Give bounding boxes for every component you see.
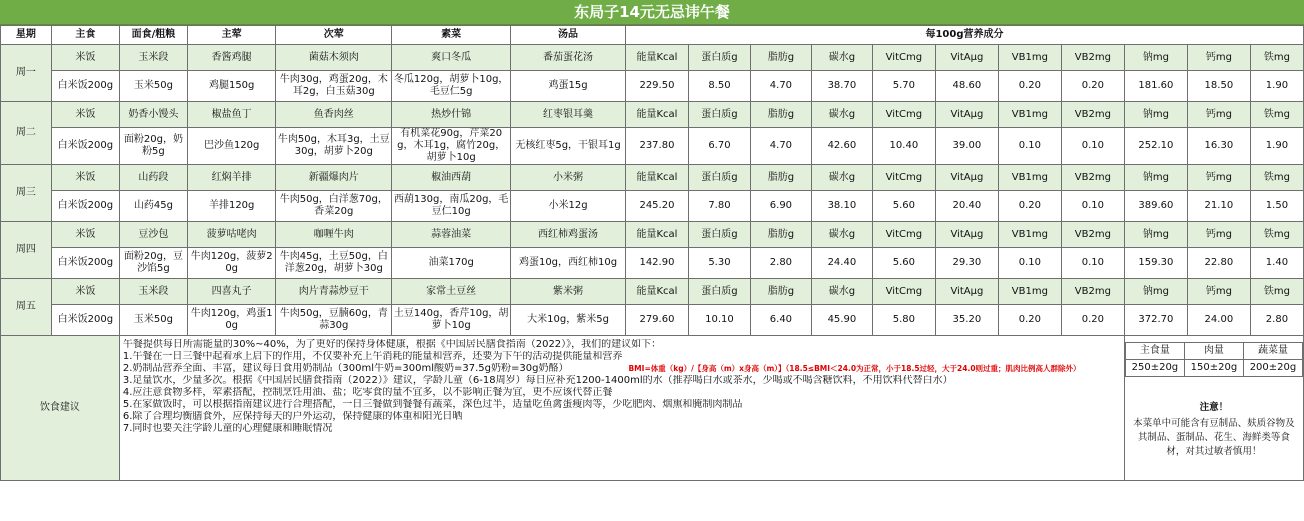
ingredient-cell: 牛肉50g，豆腩60g，青蒜30g xyxy=(276,305,392,336)
nutrient-label: 铁mg xyxy=(1250,222,1303,248)
nutrient-value: 4.70 xyxy=(750,128,811,165)
ingredient-cell: 山药45g xyxy=(119,191,187,222)
nutrient-value: 5.70 xyxy=(872,71,935,102)
nutrient-label: 碳水g xyxy=(811,102,872,128)
nutrient-value: 142.90 xyxy=(625,248,688,279)
nutrient-label: VB2mg xyxy=(1061,279,1124,305)
ingredient-row xyxy=(1,191,1304,222)
ingredient-cell: 白米饭200g xyxy=(51,305,119,336)
day-label: 周五 xyxy=(1,279,52,336)
bmi-note: BMI=体重（kg）/【身高（m）x身高（m）】（18.5≤BMI＜24.0为正常，小于18.5过轻，大于24.0则过重；肌肉比例高人群除外） xyxy=(628,364,1081,373)
nutrient-label: 铁mg xyxy=(1250,45,1303,71)
dish-name: 番茄蛋花汤 xyxy=(511,45,626,71)
nutrient-value: 45.90 xyxy=(811,305,872,336)
nutrient-label: 能量Kcal xyxy=(625,102,688,128)
nutrient-value: 372.70 xyxy=(1124,305,1187,336)
dish-name: 菠萝咕咾肉 xyxy=(187,222,275,248)
dish-name: 肉片青蒜炒豆干 xyxy=(276,279,392,305)
nutrient-label: 脂肪g xyxy=(750,222,811,248)
header-pastry: 面食/粗粮 xyxy=(119,26,187,45)
nutrient-value: 24.00 xyxy=(1187,305,1250,336)
nutrient-value: 0.20 xyxy=(1061,71,1124,102)
nutrient-label: 蛋白质g xyxy=(688,222,750,248)
ingredient-cell: 巴沙鱼120g xyxy=(187,128,275,165)
nutrient-label: 钙mg xyxy=(1187,222,1250,248)
ingredient-cell: 面粉20g，奶粉5g xyxy=(119,128,187,165)
ingredient-row xyxy=(1,71,1304,102)
nutrient-label: VitAμg xyxy=(935,279,998,305)
nutrient-value: 7.80 xyxy=(688,191,750,222)
ingredient-cell: 牛肉50g，木耳3g，土豆30g，胡萝卜20g xyxy=(276,128,392,165)
ingredient-cell: 白米饭200g xyxy=(51,71,119,102)
ingredient-cell: 大米10g，紫米5g xyxy=(511,305,626,336)
ingredient-cell: 白米饭200g xyxy=(51,248,119,279)
intake-panel xyxy=(1124,336,1303,481)
intake-value-row xyxy=(1125,360,1302,377)
ingredient-cell: 西葫130g，南瓜20g，毛豆仁10g xyxy=(392,191,511,222)
ingredient-cell: 小米12g xyxy=(511,191,626,222)
nutrient-label: 钠mg xyxy=(1124,102,1187,128)
intake-table xyxy=(1125,336,1303,377)
nutrient-value: 0.20 xyxy=(998,191,1061,222)
dish-name: 鱼香肉丝 xyxy=(276,102,392,128)
intake-header-row xyxy=(1125,343,1302,360)
dish-name: 西红柿鸡蛋汤 xyxy=(511,222,626,248)
ingredient-cell: 牛肉120g，鸡蛋10g xyxy=(187,305,275,336)
nutrient-label: 钙mg xyxy=(1187,165,1250,191)
nutrient-label: VB1mg xyxy=(998,279,1061,305)
nutrient-label: 碳水g xyxy=(811,222,872,248)
nutrient-value: 0.20 xyxy=(998,305,1061,336)
nutrient-value: 6.90 xyxy=(750,191,811,222)
nutrient-label: 脂肪g xyxy=(750,165,811,191)
nutrient-label: 钠mg xyxy=(1124,222,1187,248)
dish-name: 红枣银耳羹 xyxy=(511,102,626,128)
suggestion-line xyxy=(123,411,1121,423)
suggestion-line-text: 7.同时也要关注学龄儿童的心理健康和睡眠情况 xyxy=(122,423,333,434)
nutrient-value: 0.10 xyxy=(998,128,1061,165)
day-label: 周二 xyxy=(1,102,52,165)
dish-name: 蒜蓉油菜 xyxy=(392,222,511,248)
suggestion-line xyxy=(123,399,1121,411)
nutrient-value: 279.60 xyxy=(625,305,688,336)
allergy-notice xyxy=(1125,377,1303,459)
dish-name: 豆沙包 xyxy=(119,222,187,248)
nutrient-label: 钙mg xyxy=(1187,102,1250,128)
nutrient-label: VitCmg xyxy=(872,222,935,248)
suggestion-line xyxy=(123,423,1121,435)
day-label: 周一 xyxy=(1,45,52,102)
ingredient-cell: 鸡蛋15g xyxy=(511,71,626,102)
nutrient-value: 0.10 xyxy=(998,248,1061,279)
nutrient-label: VitCmg xyxy=(872,45,935,71)
nutrient-label: VB1mg xyxy=(998,45,1061,71)
nutrient-value: 10.10 xyxy=(688,305,750,336)
nutrient-value: 24.40 xyxy=(811,248,872,279)
nutrient-value: 5.30 xyxy=(688,248,750,279)
nutrient-label: 碳水g xyxy=(811,279,872,305)
nutrient-value: 0.10 xyxy=(1061,128,1124,165)
notice-title: 注意！ xyxy=(1199,402,1229,413)
nutrient-label: 脂肪g xyxy=(750,45,811,71)
ingredient-cell: 白米饭200g xyxy=(51,128,119,165)
nutrient-value: 2.80 xyxy=(1250,305,1303,336)
dish-name: 米饭 xyxy=(51,165,119,191)
nutrient-label: VitCmg xyxy=(872,165,935,191)
nutrient-label: VitAμg xyxy=(935,165,998,191)
nutrient-label: VB1mg xyxy=(998,165,1061,191)
nutrient-value: 48.60 xyxy=(935,71,998,102)
dish-name: 菌菇木须肉 xyxy=(276,45,392,71)
ingredient-cell: 冬瓜120g，胡萝卜10g，毛豆仁5g xyxy=(392,71,511,102)
nutrient-label: 蛋白质g xyxy=(688,45,750,71)
nutrient-label: 碳水g xyxy=(811,45,872,71)
dish-row xyxy=(1,222,1304,248)
nutrient-value: 229.50 xyxy=(625,71,688,102)
dish-name: 新疆爆肉片 xyxy=(276,165,392,191)
ingredient-cell: 玉米50g xyxy=(119,71,187,102)
menu-title: 东局子14元无忌讳午餐 xyxy=(0,0,1304,25)
dish-row xyxy=(1,279,1304,305)
intake-header: 蔬菜量 xyxy=(1243,343,1302,360)
day-label: 周四 xyxy=(1,222,52,279)
nutrient-value: 252.10 xyxy=(1124,128,1187,165)
nutrient-label: 钙mg xyxy=(1187,45,1250,71)
header-secondary-meat: 次荤 xyxy=(276,26,392,45)
nutrient-value: 6.70 xyxy=(688,128,750,165)
nutrient-label: 能量Kcal xyxy=(625,222,688,248)
nutrient-value: 38.70 xyxy=(811,71,872,102)
suggestion-line-text: 2.奶制品营养全面、丰富，建议每日食用奶制品（300ml牛奶=300ml酸奶=37.5g奶粉=30g奶酪） xyxy=(122,363,569,374)
nutrient-value: 0.20 xyxy=(998,71,1061,102)
nutrient-label: VB2mg xyxy=(1061,102,1124,128)
suggestion-row xyxy=(1,336,1304,481)
nutrient-label: VitAμg xyxy=(935,45,998,71)
ingredient-cell: 面粉20g，豆沙馅5g xyxy=(119,248,187,279)
header-main-meat: 主荤 xyxy=(187,26,275,45)
nutrient-label: VB2mg xyxy=(1061,165,1124,191)
nutrient-value: 35.20 xyxy=(935,305,998,336)
nutrient-label: 铁mg xyxy=(1250,279,1303,305)
nutrient-label: VB2mg xyxy=(1061,45,1124,71)
nutrient-label: VitCmg xyxy=(872,102,935,128)
nutrient-label: VB1mg xyxy=(998,102,1061,128)
nutrient-label: 能量Kcal xyxy=(625,279,688,305)
dish-name: 米饭 xyxy=(51,279,119,305)
nutrient-value: 22.80 xyxy=(1187,248,1250,279)
dish-row xyxy=(1,165,1304,191)
ingredient-cell: 玉米50g xyxy=(119,305,187,336)
day-label: 周三 xyxy=(1,165,52,222)
dish-name: 家常土豆丝 xyxy=(392,279,511,305)
dish-name: 米饭 xyxy=(51,102,119,128)
nutrient-value: 159.30 xyxy=(1124,248,1187,279)
nutrient-value: 8.50 xyxy=(688,71,750,102)
nutrient-value: 20.40 xyxy=(935,191,998,222)
ingredient-cell: 鸡腿150g xyxy=(187,71,275,102)
nutrient-label: 脂肪g xyxy=(750,279,811,305)
ingredient-cell: 牛肉45g，土豆50g，白洋葱20g，胡萝卜30g xyxy=(276,248,392,279)
dish-name: 奶香小馒头 xyxy=(119,102,187,128)
dish-name: 椒盐鱼丁 xyxy=(187,102,275,128)
nutrient-value: 5.60 xyxy=(872,191,935,222)
intake-header: 主食量 xyxy=(1125,343,1184,360)
nutrient-value: 6.40 xyxy=(750,305,811,336)
nutrient-label: VB2mg xyxy=(1061,222,1124,248)
nutrient-value: 4.70 xyxy=(750,71,811,102)
nutrient-label: 蛋白质g xyxy=(688,165,750,191)
suggestion-line xyxy=(123,339,1121,351)
suggestion-line-text: 6.除了合理均衡膳食外，应保持每天的户外运动，保持健康的体重和阳光日晒 xyxy=(122,411,463,422)
dish-name: 玉米段 xyxy=(119,279,187,305)
header-row xyxy=(1,26,1304,45)
nutrient-value: 0.10 xyxy=(1061,248,1124,279)
dish-name: 红焖羊排 xyxy=(187,165,275,191)
suggestion-line-text: 午餐提供每日所需能量的30%~40%，为了更好的保持身体健康，根据《中国居民膳食指南（2022）》，我们的建议如下： xyxy=(122,339,662,350)
suggestion-line xyxy=(123,375,1121,387)
suggestion-line-text: 1.午餐在一日三餐中起着承上启下的作用，不仅要补充上午消耗的能量和营养，还要为下午的活动提供能量和营养 xyxy=(122,351,623,362)
dish-name: 爽口冬瓜 xyxy=(392,45,511,71)
ingredient-row xyxy=(1,248,1304,279)
nutrient-value: 237.80 xyxy=(625,128,688,165)
ingredient-cell: 油菜170g xyxy=(392,248,511,279)
nutrient-value: 2.80 xyxy=(750,248,811,279)
nutrient-value: 16.30 xyxy=(1187,128,1250,165)
nutrient-label: 钠mg xyxy=(1124,279,1187,305)
nutrient-label: 铁mg xyxy=(1250,165,1303,191)
dish-name: 热炒什锦 xyxy=(392,102,511,128)
header-day: 星期 xyxy=(1,26,52,45)
dish-row xyxy=(1,45,1304,71)
suggestion-label: 饮食建议 xyxy=(1,336,120,481)
nutrient-label: 钠mg xyxy=(1124,45,1187,71)
nutrient-label: VitAμg xyxy=(935,222,998,248)
dish-name: 紫米粥 xyxy=(511,279,626,305)
suggestion-line-text: 5.在家做饭时，可以根据指南建议进行合理搭配，一日三餐做到餐餐有蔬菜，深色过半，适量吃鱼禽蛋瘦肉等，少吃肥肉、烟熏和腌制肉制品 xyxy=(122,399,743,410)
nutrient-label: 碳水g xyxy=(811,165,872,191)
dish-name: 米饭 xyxy=(51,45,119,71)
intake-value: 250±20g xyxy=(1125,360,1184,377)
suggestion-line xyxy=(123,363,1121,375)
nutrient-value: 1.90 xyxy=(1250,71,1303,102)
nutrient-value: 181.60 xyxy=(1124,71,1187,102)
nutrient-label: VitCmg xyxy=(872,279,935,305)
ingredient-cell: 土豆140g，香芹10g，胡萝卜10g xyxy=(392,305,511,336)
ingredient-cell: 有机菜花90g，芹菜20g，木耳1g，腐竹20g，胡萝卜10g xyxy=(392,128,511,165)
ingredient-cell: 牛肉120g，菠萝20g xyxy=(187,248,275,279)
suggestion-line xyxy=(123,387,1121,399)
header-staple: 主食 xyxy=(51,26,119,45)
nutrient-label: 蛋白质g xyxy=(688,102,750,128)
nutrient-value: 21.10 xyxy=(1187,191,1250,222)
ingredient-cell: 鸡蛋10g，西红柿10g xyxy=(511,248,626,279)
nutrient-value: 1.40 xyxy=(1250,248,1303,279)
nutrient-label: 钠mg xyxy=(1124,165,1187,191)
nutrient-value: 5.60 xyxy=(872,248,935,279)
menu-table xyxy=(0,25,1304,481)
dish-name: 椒油西葫 xyxy=(392,165,511,191)
nutrient-value: 42.60 xyxy=(811,128,872,165)
ingredient-cell: 羊排120g xyxy=(187,191,275,222)
intake-value: 200±20g xyxy=(1243,360,1302,377)
ingredient-cell: 白米饭200g xyxy=(51,191,119,222)
header-nutrition: 每100g营养成分 xyxy=(625,26,1303,45)
nutrient-value: 29.30 xyxy=(935,248,998,279)
dish-name: 咖喱牛肉 xyxy=(276,222,392,248)
header-vegetable: 素菜 xyxy=(392,26,511,45)
nutrient-label: 能量Kcal xyxy=(625,45,688,71)
dish-name: 米饭 xyxy=(51,222,119,248)
nutrient-label: 蛋白质g xyxy=(688,279,750,305)
suggestion-line xyxy=(123,351,1121,363)
intake-value: 150±20g xyxy=(1184,360,1243,377)
dish-row xyxy=(1,102,1304,128)
dish-name: 香酱鸡腿 xyxy=(187,45,275,71)
ingredient-row xyxy=(1,128,1304,165)
dish-name: 山药段 xyxy=(119,165,187,191)
ingredient-row xyxy=(1,305,1304,336)
ingredient-cell: 牛肉50g，白洋葱70g，香菜20g xyxy=(276,191,392,222)
nutrient-label: 铁mg xyxy=(1250,102,1303,128)
suggestion-line-text: 3.足量饮水，少量多次。根据《中国居民膳食指南（2022）》建议，学龄儿童（6-18周岁）每日应补充1200-1400ml的水（推荐喝白水或茶水，少喝或不喝含糖饮料，不用饮料代替白水） xyxy=(122,375,953,386)
suggestion-text xyxy=(119,336,1124,481)
nutrient-value: 5.80 xyxy=(872,305,935,336)
nutrient-value: 39.00 xyxy=(935,128,998,165)
dish-name: 小米粥 xyxy=(511,165,626,191)
nutrient-label: 能量Kcal xyxy=(625,165,688,191)
nutrient-value: 38.10 xyxy=(811,191,872,222)
notice-text: 本菜单中可能含有豆制品、麸质谷物及其制品、蛋制品、花生、海鲜类等食材，对其过敏者慎用！ xyxy=(1133,418,1295,457)
nutrient-value: 1.90 xyxy=(1250,128,1303,165)
nutrient-value: 10.40 xyxy=(872,128,935,165)
intake-header: 肉量 xyxy=(1184,343,1243,360)
nutrient-value: 0.10 xyxy=(1061,191,1124,222)
nutrient-label: VitAμg xyxy=(935,102,998,128)
nutrient-value: 389.60 xyxy=(1124,191,1187,222)
ingredient-cell: 牛肉30g，鸡蛋20g，木耳2g，白玉菇30g xyxy=(276,71,392,102)
dish-name: 玉米段 xyxy=(119,45,187,71)
nutrient-value: 245.20 xyxy=(625,191,688,222)
suggestion-line-text: 4.应注意食物多样，荤素搭配，控制烹饪用油、盐；吃零食的量不宜多，以不影响正餐为宜，更不应该代替正餐 xyxy=(122,387,613,398)
ingredient-cell: 无核红枣5g，干银耳1g xyxy=(511,128,626,165)
dish-name: 四喜丸子 xyxy=(187,279,275,305)
nutrient-value: 18.50 xyxy=(1187,71,1250,102)
header-soup: 汤品 xyxy=(511,26,626,45)
nutrient-value: 0.20 xyxy=(1061,305,1124,336)
nutrient-label: VB1mg xyxy=(998,222,1061,248)
nutrient-label: 脂肪g xyxy=(750,102,811,128)
nutrient-label: 钙mg xyxy=(1187,279,1250,305)
nutrient-value: 1.50 xyxy=(1250,191,1303,222)
